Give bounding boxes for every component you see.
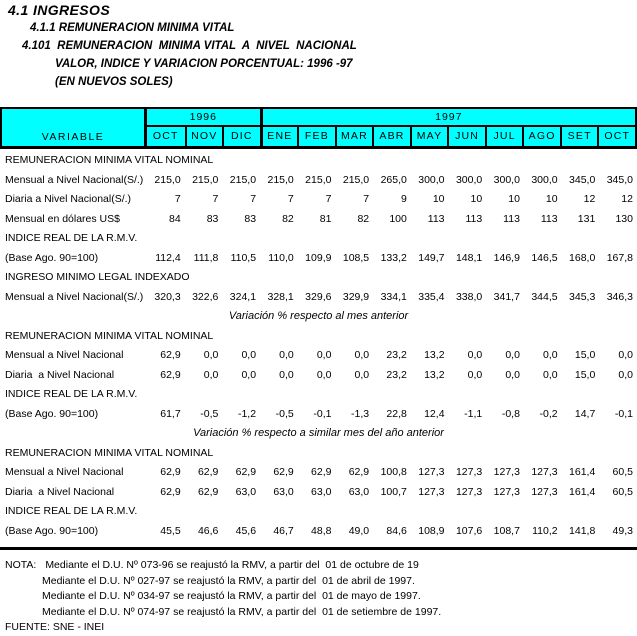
cell-value: 12,4 [424,407,445,420]
cell-value: 7 [250,193,257,205]
document-page [0,1,637,636]
cell-value: 215,0 [267,173,294,186]
cell-value: 112,4 [155,251,181,264]
row-label: (Base Ago. 90=100) [5,524,99,537]
cell-value: 127,3 [455,466,483,478]
cell-value: 113 [427,212,445,225]
note-line [0,558,637,574]
data-row [0,171,637,191]
nota-label: NOTA: [5,559,37,571]
cell-value: 320,3 [154,290,181,303]
cell-value: 345,0 [569,173,596,186]
cell-value: 0,0 [505,349,520,361]
section-label: INGRESO MINIMO LEGAL INDEXADO [5,271,190,283]
cell-value: 83 [206,212,219,225]
cell-value: 328,1 [267,290,294,303]
cell-value: -0,1 [614,407,633,420]
cell-value: -1,3 [351,407,370,420]
cell-value: 127,3 [531,466,558,478]
cell-value: -0,1 [313,407,332,420]
row-label: Diaria a Nivel Nacional(S/.) [5,193,132,205]
cell-value: 82 [357,212,370,225]
month-header-dic96: DIC [222,127,260,146]
month-header-mar97: MAR [335,127,373,146]
cell-value: -0,2 [539,407,558,420]
cell-value: 0,0 [279,368,294,381]
cell-value: 338,0 [455,290,483,303]
row-label: Mensual en dólares US$ [5,212,120,225]
month-header-jun97: JUN [447,127,485,146]
cell-value: 49,0 [348,524,370,537]
cell-value: 0,0 [203,368,219,381]
cell-value: 46,6 [197,524,219,537]
cell-value: 100,7 [380,485,407,498]
month-header-oct96: OCT [152,130,179,142]
section-label: REMUNERACION MINIMA VITAL NOMINAL [5,446,214,459]
cell-value: 335,4 [418,290,445,303]
cell-value: 344,5 [531,290,558,303]
cell-value: 12 [583,193,596,205]
section-header-row [0,229,637,249]
table-subtitle: VALOR, INDICE Y VARIACION PORCENTUAL: 1996 -97 [55,58,353,70]
cell-value: 61,7 [160,407,181,420]
cell-value: 60,5 [612,466,633,478]
cell-value: 62,9 [160,485,181,498]
section-label: REMUNERACION MINIMA VITAL NOMINAL [5,154,214,166]
cell-value: 215,0 [305,173,332,186]
cell-value: 108,7 [493,524,520,537]
cell-value: 111,8 [193,251,219,264]
data-row [0,249,637,269]
cell-value: 0,0 [241,368,257,381]
cell-value: 161,4 [569,485,596,498]
cell-value: 84,6 [386,524,407,537]
cell-value: 84 [169,212,181,225]
data-row [0,463,637,483]
cell-value: 48,8 [311,524,332,537]
cell-value: 0,0 [354,349,370,361]
cell-value: 63,0 [311,485,332,498]
cell-value: 10 [508,193,520,205]
cell-value: 149,7 [418,251,445,264]
month-header-set97: SET [560,127,598,146]
cell-value: 14,7 [574,407,596,420]
cell-value: 60,5 [612,485,633,498]
table-number-title: 4.101 REMUNERACION MINIMA VITAL A NIVEL NACIONAL [22,40,357,52]
cell-value: 345,3 [569,290,596,303]
footnotes-block [0,558,637,636]
cell-value: 46,7 [273,524,294,537]
month-header-abr97: ABR [372,127,410,146]
title-block [0,1,637,91]
data-row [0,190,637,210]
cell-value: 341,7 [493,290,520,303]
cell-value: -0,5 [200,407,219,420]
table-header [0,107,637,149]
cell-value: 300,0 [531,173,558,186]
variation-note-label: Variación % respecto al mes anterior [228,310,409,322]
data-row [0,405,637,425]
cell-value: 329,9 [342,290,370,303]
cell-value: 345,0 [606,173,633,186]
cell-value: 131 [577,212,596,225]
cell-value: 62,9 [348,466,370,478]
cell-value: 127,3 [418,485,445,498]
variable-column-header: VARIABLE [2,109,147,146]
subsection-title: 4.1.1 REMUNERACION MINIMA VITAL [30,22,235,34]
cell-value: 63,0 [235,485,257,498]
cell-value: 83 [244,212,257,225]
data-row [0,288,637,308]
cell-value: 62,9 [160,349,181,361]
cell-value: 0,0 [618,349,633,361]
cell-value: 127,3 [455,485,483,498]
cell-value: 113 [540,212,558,225]
cell-value: 110,2 [532,524,558,537]
source-line: FUENTE: SNE - INEI [5,621,105,633]
cell-value: 15,0 [574,349,596,361]
cell-value: 10 [545,193,558,205]
cell-value: 146,5 [531,251,558,264]
row-label: Mensual a Nivel Nacional(S/.) [5,290,144,303]
cell-value: 127,3 [531,485,558,498]
cell-value: 0,0 [354,368,370,381]
cell-value: 0,0 [203,349,219,361]
row-label: Mensual a Nivel Nacional [5,349,124,361]
cell-value: 7 [325,193,332,205]
cell-value: 110,0 [268,251,294,264]
cell-value: 107,6 [455,524,483,537]
cell-value: 127,3 [493,466,520,478]
section-label: REMUNERACION MINIMA VITAL NOMINAL [5,329,214,342]
cell-value: 62,9 [160,368,181,381]
cell-value: 9 [401,193,407,205]
cell-value: 0,0 [241,349,257,361]
cell-value: 45,6 [235,524,257,537]
cell-value: 62,9 [160,466,181,478]
note-line: Mediante el D.U. Nº 074-97 se reajustó la RMV, a partir del 01 de setiembre de 1997. [42,605,442,618]
cell-value: 62,9 [311,466,332,478]
cell-value: 0,0 [316,368,332,381]
section-header-row [0,151,637,171]
cell-value: 109,9 [305,251,332,264]
cell-value: 346,3 [606,290,633,303]
cell-value: 7 [363,193,370,205]
cell-value: 167,8 [606,251,633,264]
cell-value: 0,0 [543,349,558,361]
cell-value: 100,8 [380,466,407,478]
cell-value: 215,0 [342,173,370,186]
cell-value: 110,5 [230,251,257,264]
row-label: (Base Ago. 90=100) [5,407,99,420]
cell-value: -0,5 [275,407,294,420]
cell-value: 300,0 [455,173,483,186]
cell-value: 148,1 [455,251,483,264]
cell-value: 133,2 [380,251,407,264]
cell-value: 334,1 [380,290,407,303]
cell-value: 15,0 [574,368,596,381]
note-line: Mediante el D.U. Nº 034-97 se reajustó la RMV, a partir del 01 de mayo de 1997. [42,590,421,602]
cell-value: 7 [212,193,219,205]
month-header-nov96: NOV [185,127,223,146]
cell-value: 100 [389,212,407,225]
cell-value: 62,9 [197,466,219,478]
cell-value: 0,0 [618,368,633,381]
cell-value: -0,8 [501,407,520,420]
data-row [0,483,637,503]
cell-value: 63,0 [273,485,294,498]
cell-value: 127,3 [493,485,520,498]
cell-value: 113 [465,212,483,225]
cell-value: 0,0 [467,368,483,381]
month-header-ene97: ENE [260,127,298,146]
cell-value: 62,9 [235,466,257,478]
cell-value: -1,2 [237,407,257,420]
section-header-row [0,327,637,347]
separator-line [0,547,637,550]
cell-value: 265,0 [380,173,407,186]
month-header-feb97: FEB [297,127,335,146]
cell-value: 82 [282,212,294,225]
year-1997-header: 1997 [260,109,635,127]
cell-value: 215,0 [229,173,257,186]
month-header-ago97: AGO [522,127,560,146]
section-header-row [0,444,637,464]
section-label: INDICE REAL DE LA R.M.V. [5,505,138,517]
cell-value: 0,0 [467,349,483,361]
row-label: (Base Ago. 90=100) [5,251,99,264]
note-row [0,424,637,444]
cell-value: 108,5 [342,251,370,264]
row-label: Diaria a Nivel Nacional [5,368,115,381]
month-header-oct97: OCT [597,127,635,146]
data-row [0,210,637,230]
cell-value: 62,9 [197,485,219,498]
note-line: Mediante el D.U. Nº 027-97 se reajustó la RMV, a partir del 01 de abril de 1997. [42,574,415,587]
section-header-row [0,385,637,405]
cell-value: 81 [319,212,332,225]
row-label: Mensual a Nivel Nacional [5,466,124,478]
cell-value: 22,8 [386,407,407,420]
row-label: Diaria a Nivel Nacional [5,485,115,498]
cell-value: 0,0 [505,368,520,381]
cell-value: 300,0 [493,173,520,186]
cell-value: -1,1 [464,407,483,420]
cell-value: 10 [432,193,445,205]
data-row [0,522,637,542]
variation-note-label: Variación % respecto a similar mes del año anterior [193,427,444,439]
cell-value: 322,6 [192,290,219,303]
cell-value: 130 [615,212,633,225]
section-number-title: 4.1 INGRESOS [8,2,111,18]
cell-value: 146,9 [493,251,520,264]
note-row [0,307,637,327]
cell-value: 324,1 [229,290,257,303]
cell-value: 49,3 [612,524,633,537]
month-header-may97: MAY [410,127,448,146]
cell-value: 168,0 [569,251,596,264]
cell-value: 0,0 [279,349,294,361]
cell-value: 10 [470,193,483,205]
data-row [0,366,637,386]
table-body [0,151,637,541]
cell-value: 12 [621,193,633,205]
cell-value: 7 [287,193,294,205]
cell-value: 108,9 [418,524,445,537]
section-header-row [0,502,637,522]
cell-value: 13,2 [424,349,445,361]
cell-value: 0,0 [543,368,558,381]
cell-value: 0,0 [316,349,332,361]
section-label: INDICE REAL DE LA R.M.V. [5,388,138,400]
section-label: INDICE REAL DE LA R.M.V. [5,232,138,244]
cell-value: 161,4 [569,466,596,478]
month-header-jul97: JUL [485,127,523,146]
cell-value: 215,0 [192,173,219,186]
cell-value: 63,0 [348,485,370,498]
cell-value: 127,3 [418,466,445,478]
cell-value: 329,6 [305,290,332,303]
cell-value: 13,2 [424,368,445,381]
cell-value: 45,5 [160,524,181,537]
cell-value: 300,0 [418,173,445,186]
cell-value: 62,9 [273,466,294,478]
cell-value: 23,2 [386,368,407,381]
section-header-row [0,268,637,288]
year-1996-header: 1996 [147,109,260,127]
nota-text: Mediante el D.U. Nº 073-96 se reajustó la RMV, a partir del 01 de octubre de 19 [45,559,419,571]
data-row [0,346,637,366]
cell-value: 215,0 [154,173,181,186]
cell-value: 113 [503,212,520,225]
cell-value: 23,2 [386,349,407,361]
row-label: Mensual a Nivel Nacional(S/.) [5,173,144,186]
units-subtitle: (EN NUEVOS SOLES) [55,76,173,88]
cell-value: 7 [174,193,181,205]
cell-value: 141,8 [569,524,596,537]
